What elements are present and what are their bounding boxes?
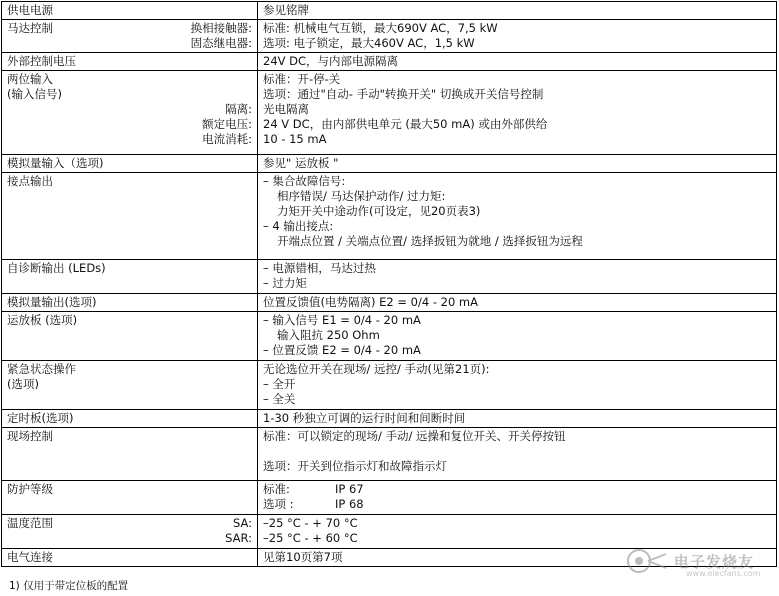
value-opamp-board bbox=[258, 312, 777, 361]
value-timer-board: 1-30 秒独立可调的运行时间和间断时间 bbox=[258, 410, 777, 428]
value-analog-output: 位置反馈值(电势隔离) E2 = 0/4 - 20 mA bbox=[258, 294, 777, 312]
elecfans-logo-icon bbox=[626, 548, 670, 574]
label-analog-input: 模拟量输入（选项) bbox=[2, 155, 258, 173]
footnote: 1) 仅用于带定位板的配置 bbox=[9, 580, 129, 592]
spec-table bbox=[1, 1, 777, 567]
label-protection: 防护等级 bbox=[2, 481, 258, 515]
two-pos-v3: 光电隔离 bbox=[263, 102, 309, 116]
protection-std-val: IP 67 bbox=[335, 482, 364, 496]
label-ext-ctrl-voltage: 外部控制电压 bbox=[2, 53, 258, 71]
table-row bbox=[2, 361, 777, 410]
value-protection bbox=[258, 481, 777, 515]
value-contact-output bbox=[258, 173, 777, 260]
two-pos-v2: 选项：通过"自动- 手动"转换开关" 切换成开关信号控制 bbox=[263, 87, 544, 101]
contact-v1: – 集合故障信号: bbox=[263, 174, 346, 188]
value-power: 参见铭牌 bbox=[258, 2, 777, 20]
two-pos-label-1: 两位输入 bbox=[7, 72, 53, 86]
table-row bbox=[2, 410, 777, 428]
motor-relay-label: 固态继电器: bbox=[190, 36, 252, 50]
emergency-label-2: (选项) bbox=[7, 377, 39, 391]
value-two-pos-input bbox=[258, 71, 777, 155]
value-self-diag bbox=[258, 260, 777, 294]
label-temperature bbox=[2, 515, 258, 549]
label-local-control: 现场控制 bbox=[2, 428, 258, 481]
value-analog-input: 参见" 运放板 " bbox=[258, 155, 777, 173]
table-row bbox=[2, 515, 777, 549]
value-emergency bbox=[258, 361, 777, 410]
two-pos-v4: 24 V DC，由内部供电单元 (最大50 mA) 或由外部供给 bbox=[263, 117, 548, 131]
label-timer-board: 定时板(选项) bbox=[2, 410, 258, 428]
value-ext-ctrl-voltage: 24V DC，与内部电源隔离 bbox=[258, 53, 777, 71]
contact-v2: 相序错误/ 马达保护动作/ 过力矩: bbox=[277, 189, 446, 203]
opamp-v3: – 位置反馈 E2 = 0/4 - 20 mA bbox=[263, 343, 421, 357]
label-contact-output: 接点输出 bbox=[2, 173, 258, 260]
label-self-diag: 自诊断输出 (LEDs) bbox=[2, 260, 258, 294]
local-control-v1: 标准：可以锁定的现场/ 手动/ 远操和复位开关、开关停按钮 bbox=[263, 429, 566, 443]
label-emergency bbox=[2, 361, 258, 410]
protection-opt-key: 选项 : bbox=[263, 497, 294, 511]
temperature-label: 温度范围 bbox=[7, 516, 53, 530]
table-row bbox=[2, 260, 777, 294]
table-row bbox=[2, 155, 777, 173]
label-electrical: 电气连接 bbox=[2, 549, 258, 567]
emergency-label-1: 紧急状态操作 bbox=[7, 362, 76, 376]
watermark-text: 电子发烧友 bbox=[674, 552, 755, 571]
motor-contactor-label: 换相接触器: bbox=[190, 21, 252, 35]
emergency-v3: – 全关 bbox=[263, 392, 296, 406]
table-row bbox=[2, 53, 777, 71]
label-analog-output: 模拟量输出(选项) bbox=[2, 294, 258, 312]
table-row bbox=[2, 71, 777, 155]
local-control-v2: 选项：开关到位指示灯和故障指示灯 bbox=[263, 459, 447, 473]
two-pos-v1: 标准：开-停-关 bbox=[263, 72, 341, 86]
self-diag-v2: – 过力矩 bbox=[263, 276, 307, 290]
two-pos-label-2: (输入信号) bbox=[7, 87, 62, 101]
self-diag-v1: – 电源错相，马达过热 bbox=[263, 261, 376, 275]
temperature-sar-label: SAR: bbox=[225, 531, 252, 545]
two-pos-isolation-label: 隔离: bbox=[225, 102, 252, 116]
contact-v3: 力矩开关中途动作(可设定，见20页表3) bbox=[277, 204, 481, 218]
value-motor bbox=[258, 20, 777, 53]
protection-opt-val: IP 68 bbox=[335, 497, 364, 511]
table-row bbox=[2, 2, 777, 20]
label-two-pos-input bbox=[2, 71, 258, 155]
label-power: 供电电源 bbox=[2, 2, 258, 20]
table-row bbox=[2, 20, 777, 53]
two-pos-current-label: 电流消耗: bbox=[202, 132, 252, 146]
opamp-v1: – 输入信号 E1 = 0/4 - 20 mA bbox=[263, 313, 421, 327]
table-row bbox=[2, 173, 777, 260]
value-electrical: 见第10页第7项 bbox=[258, 549, 777, 567]
motor-contactor-value: 标准: 机械电气互锁，最大690V AC，7,5 kW bbox=[263, 21, 498, 35]
two-pos-v5: 10 - 15 mA bbox=[263, 132, 327, 146]
temperature-sar-value: –25 °C - + 60 °C bbox=[263, 531, 358, 545]
protection-std-key: 标准: bbox=[263, 482, 290, 496]
watermark bbox=[626, 548, 761, 578]
watermark-url: www.elecfans.com bbox=[686, 569, 761, 578]
table-row bbox=[2, 294, 777, 312]
label-motor bbox=[2, 20, 258, 53]
table-row bbox=[2, 312, 777, 361]
motor-relay-value: 选项: 电子锁定，最大460V AC，1,5 kW bbox=[263, 36, 475, 50]
motor-label: 马达控制 bbox=[7, 21, 53, 35]
emergency-v2: – 全开 bbox=[263, 377, 296, 391]
emergency-v1: 无论选位开关在现场/ 远控/ 手动(见第21页): bbox=[263, 362, 490, 376]
contact-v4: – 4 输出接点: bbox=[263, 219, 334, 233]
table-row bbox=[2, 428, 777, 481]
value-local-control bbox=[258, 428, 777, 481]
value-temperature bbox=[258, 515, 777, 549]
label-opamp-board: 运放板 (选项) bbox=[2, 312, 258, 361]
temperature-sa-value: –25 °C - + 70 °C bbox=[263, 516, 358, 530]
table-row bbox=[2, 481, 777, 515]
contact-v5: 开端点位置 / 关端点位置/ 选择扳钮为就地 / 选择扳钮为远程 bbox=[277, 234, 583, 248]
opamp-v2: 输入阻抗 250 Ohm bbox=[277, 328, 380, 342]
two-pos-voltage-label: 额定电压: bbox=[202, 117, 252, 131]
temperature-sa-label: SA: bbox=[232, 516, 252, 530]
